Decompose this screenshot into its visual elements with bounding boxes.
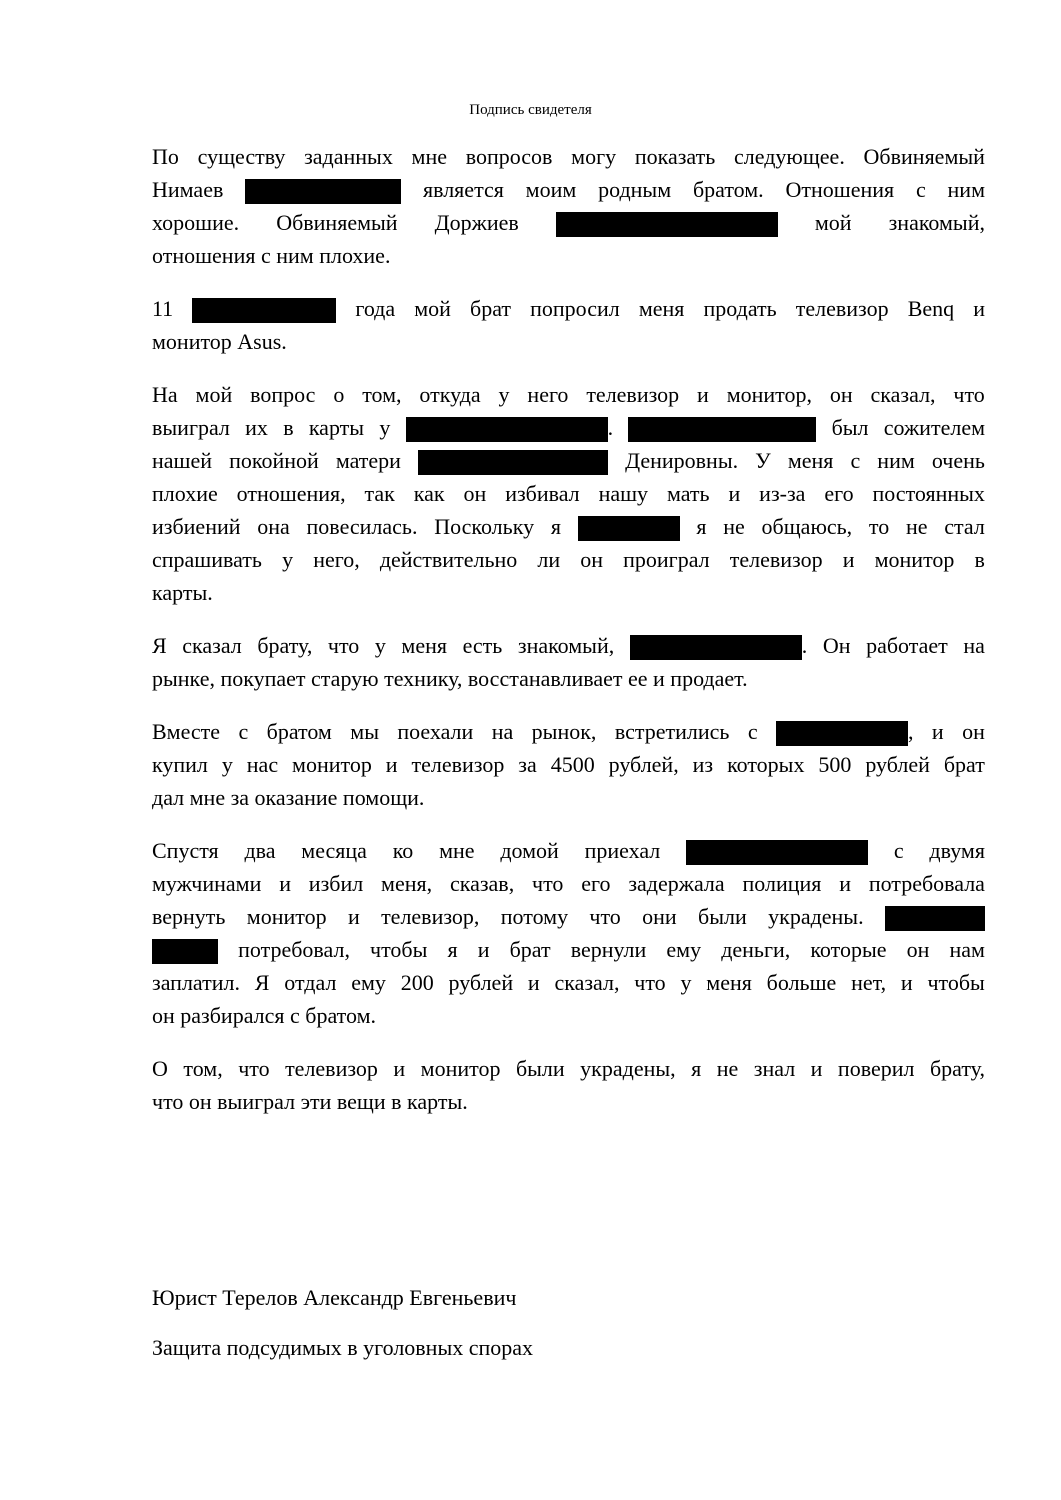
redaction-box (418, 450, 608, 475)
word: меня (638, 296, 685, 321)
word: ли (537, 547, 561, 572)
word: и (900, 970, 913, 995)
redacted-segment (418, 444, 608, 477)
redaction-box (245, 179, 401, 204)
word: и (931, 719, 944, 744)
punctuation: . (607, 415, 614, 440)
redaction-box (686, 840, 868, 865)
signature-name: Юрист Терелов Александр Евгеньевич (152, 1285, 517, 1310)
word: ему (666, 937, 702, 962)
word: у (498, 382, 510, 407)
word: на (491, 719, 514, 744)
redacted-segment (885, 900, 985, 933)
word: которых (727, 752, 805, 777)
paragraph (152, 715, 985, 814)
word: вопрос (250, 382, 316, 407)
word: меня (401, 633, 448, 658)
redacted-segment (245, 173, 401, 206)
word: рынке, покупает старую технику, восстанавливает ее и продает. (152, 666, 748, 691)
text-line (152, 781, 985, 814)
word: брат (509, 937, 551, 962)
word: телевизор, (381, 904, 480, 929)
word: монитор Asus. (152, 329, 287, 354)
word: купил (152, 752, 208, 777)
word: и (842, 547, 855, 572)
word: нам (949, 937, 985, 962)
word: монитор (246, 904, 327, 929)
text-line (152, 411, 985, 444)
text-line (152, 715, 985, 748)
word: монитор (420, 1056, 501, 1081)
word: избил (308, 871, 364, 896)
word: в (974, 547, 985, 572)
word: что (953, 382, 985, 407)
redacted-segment (578, 510, 680, 543)
word: него (527, 382, 569, 407)
paragraph-gap (152, 272, 985, 292)
word: нашу (598, 481, 649, 506)
redacted-segment (776, 715, 914, 748)
word: Поскольку (434, 514, 535, 539)
word: его (581, 871, 611, 896)
paragraph-gap (152, 609, 985, 629)
word: 500 (818, 752, 852, 777)
paragraph (152, 629, 985, 695)
word: повесилась. (306, 514, 418, 539)
word: У (755, 448, 771, 473)
word: Доржиев (434, 210, 519, 235)
word: и (810, 1056, 823, 1081)
redaction-box (885, 906, 985, 931)
word: мы (350, 719, 379, 744)
word: родным (598, 177, 672, 202)
word: что он выиграл эти вещи в карты. (152, 1089, 468, 1114)
word: меня (706, 970, 752, 995)
word: у (379, 415, 391, 440)
text-line (152, 1052, 985, 1085)
word: ним (947, 177, 985, 202)
word: продать (703, 296, 777, 321)
word: мой (414, 296, 451, 321)
text-line (152, 1085, 985, 1118)
word: есть (462, 633, 503, 658)
word: Benq (907, 296, 955, 321)
word: избивал (505, 481, 580, 506)
word: мой (814, 210, 852, 235)
word: монитор (874, 547, 955, 572)
word: у (221, 752, 233, 777)
word: Отношения (785, 177, 895, 202)
redacted-segment (152, 933, 218, 966)
word: вернули (570, 937, 647, 962)
word: Я (152, 633, 167, 658)
text-line (152, 206, 985, 239)
text-line (152, 933, 985, 966)
word: не (716, 1056, 739, 1081)
word: у (282, 547, 294, 572)
word: брату, (257, 633, 313, 658)
word: работает (866, 633, 948, 658)
word: не (723, 514, 745, 539)
word: в (283, 415, 294, 440)
word: сказал (182, 633, 242, 658)
text-line (152, 173, 985, 206)
redacted-segment (406, 411, 614, 444)
word: поверил (837, 1056, 915, 1081)
document-body (152, 140, 985, 1118)
text-line (152, 629, 985, 662)
word: телевизор (411, 752, 505, 777)
word: он (463, 481, 487, 506)
word: общаюсь, (761, 514, 853, 539)
text-line (152, 966, 985, 999)
word: и (385, 752, 398, 777)
word: из (692, 752, 714, 777)
word: потому (500, 904, 569, 929)
word: телевизор (285, 1056, 378, 1081)
word: О (152, 1056, 168, 1081)
word: Обвиняемый (276, 210, 398, 235)
word: очень (931, 448, 985, 473)
word: были (698, 904, 747, 929)
word: и (527, 970, 540, 995)
word: нас (246, 752, 279, 777)
redacted-segment (686, 834, 868, 867)
word: что (327, 633, 360, 658)
word: Я (254, 970, 270, 995)
word: с (915, 177, 926, 202)
redaction-box (152, 939, 218, 964)
word: как (413, 481, 445, 506)
word: 4500 (550, 752, 595, 777)
word: избиений (152, 514, 241, 539)
word: был (831, 415, 869, 440)
word: покойной (229, 448, 319, 473)
word: отношения, (236, 481, 346, 506)
word: следующее. (734, 144, 845, 169)
word: с (747, 719, 758, 744)
redaction-box (406, 417, 608, 442)
word: нет, (851, 970, 887, 995)
word: отношения с ним плохие. (152, 243, 391, 268)
word: он разбирался с братом. (152, 1003, 376, 1028)
word: она (257, 514, 290, 539)
word: мужчинами (152, 871, 262, 896)
paragraph-gap (152, 695, 985, 715)
word: и (839, 871, 851, 896)
word: чтобы (370, 937, 428, 962)
text-line (152, 239, 985, 272)
word: Обвиняемый (863, 144, 985, 169)
word: что (532, 871, 564, 896)
word: он (580, 547, 604, 572)
word: я (447, 937, 458, 962)
word: не (905, 514, 928, 539)
word: украдены, (580, 1056, 676, 1081)
word: него, (313, 547, 360, 572)
word: Нимаев (152, 177, 224, 202)
text-line (152, 999, 985, 1032)
word: рублей (865, 752, 930, 777)
word: их (245, 415, 268, 440)
word: братом (266, 719, 332, 744)
word: Вместе (152, 719, 221, 744)
word: 200 (400, 970, 434, 995)
text-line (152, 543, 985, 576)
word: я (550, 514, 561, 539)
word: том, (362, 382, 402, 407)
word: деньги, (721, 937, 791, 962)
word: телевизор (729, 547, 823, 572)
word: украдены. (768, 904, 864, 929)
text-line (152, 867, 985, 900)
word: плохие (152, 481, 218, 506)
word: и (393, 1056, 406, 1081)
text-line (152, 292, 985, 325)
redacted-segment (556, 206, 778, 239)
word: действительно (379, 547, 518, 572)
word: мой (195, 382, 233, 407)
word: его (824, 481, 854, 506)
word: что (634, 970, 666, 995)
word: я (696, 514, 707, 539)
word: что (238, 1056, 270, 1081)
word: заплатил. (152, 970, 240, 995)
word: монитор (292, 752, 372, 777)
word: на (963, 633, 985, 658)
text-line (152, 378, 985, 411)
word: ним (877, 448, 915, 473)
word: с (850, 448, 861, 473)
word: стал (944, 514, 985, 539)
word: двумя (929, 838, 985, 863)
page-header: Подпись свидетеля (469, 102, 592, 118)
word: то (868, 514, 890, 539)
word: вопросов (465, 144, 553, 169)
word: проиграл (623, 547, 710, 572)
word: хорошие. (152, 210, 240, 235)
word: и (697, 382, 709, 407)
word: является (422, 177, 504, 202)
redacted-segment (630, 629, 808, 662)
word: брат (470, 296, 512, 321)
paragraph-gap (152, 1032, 985, 1052)
word: постоянных (872, 481, 985, 506)
word: попросил (530, 296, 620, 321)
word: выиграл (152, 415, 230, 440)
paragraph (152, 1052, 985, 1118)
word: Спустя (152, 838, 219, 863)
word: больше (766, 970, 837, 995)
word: карты (308, 415, 365, 440)
word: и (347, 904, 360, 929)
word: сказав, (449, 871, 515, 896)
word: и (279, 871, 291, 896)
text-line (152, 444, 985, 477)
word: приехал (584, 838, 661, 863)
word: матери (335, 448, 401, 473)
word: у (374, 633, 386, 658)
word: знал (753, 1056, 796, 1081)
word: 11 (152, 296, 174, 321)
word: и (477, 937, 490, 962)
word: телевизор (586, 382, 680, 407)
word: сказал, (870, 382, 936, 407)
word: меня, (381, 871, 433, 896)
word: ко (392, 838, 414, 863)
word: нашей (152, 448, 213, 473)
word: сожителем (883, 415, 985, 440)
word: отдал (284, 970, 337, 995)
text-line (152, 510, 985, 543)
word: и (973, 296, 985, 321)
word: за (518, 752, 537, 777)
redaction-box (776, 721, 908, 746)
text-line (152, 477, 985, 510)
text-line (152, 576, 985, 609)
word: телевизор (795, 296, 889, 321)
word: встретились (614, 719, 730, 744)
word: показать (634, 144, 716, 169)
word: месяца (301, 838, 367, 863)
word: он (962, 719, 985, 744)
word: знакомый, (517, 633, 615, 658)
paragraph-gap (152, 814, 985, 834)
punctuation: . (801, 633, 808, 658)
word: у (680, 970, 692, 995)
paragraph (152, 834, 985, 1032)
word: рублей (448, 970, 514, 995)
word: существу (197, 144, 286, 169)
word: так (364, 481, 395, 506)
word: карты. (152, 580, 213, 605)
redaction-box (556, 212, 778, 237)
paragraph-gap (152, 358, 985, 378)
word: которые (810, 937, 887, 962)
word: были (515, 1056, 565, 1081)
paragraph (152, 378, 985, 609)
word: они (642, 904, 677, 929)
word: мне (439, 838, 475, 863)
word: Он (822, 633, 851, 658)
redacted-segment (628, 411, 816, 444)
word: дал мне за оказание помощи. (152, 785, 425, 810)
word: полиция (742, 871, 822, 896)
word: спрашивать (152, 547, 262, 572)
word: с (893, 838, 904, 863)
word: моим (525, 177, 577, 202)
word: домой (500, 838, 559, 863)
word: мать (666, 481, 710, 506)
word: Денировны. (625, 448, 739, 473)
redacted-segment (192, 292, 336, 325)
word: По (152, 144, 179, 169)
word: ему (351, 970, 386, 995)
word: два (244, 838, 276, 863)
word: из-за (759, 481, 806, 506)
word: года (355, 296, 396, 321)
word: задержала (628, 871, 725, 896)
word: что (589, 904, 621, 929)
word: с (238, 719, 249, 744)
word: братом. (692, 177, 764, 202)
text-line (152, 325, 985, 358)
word: том, (183, 1056, 223, 1081)
redaction-box (578, 516, 680, 541)
word: рынок, (531, 719, 597, 744)
redaction-box (192, 298, 336, 323)
text-line (152, 748, 985, 781)
word: сказал, (554, 970, 620, 995)
word: я (691, 1056, 702, 1081)
word: вернуть (152, 904, 226, 929)
word: потребовала (868, 871, 985, 896)
text-line (152, 900, 985, 933)
word: о (333, 382, 345, 407)
word: знакомый, (888, 210, 985, 235)
word: и (728, 481, 741, 506)
signature-title: Защита подсудимых в уголовных спорах (152, 1335, 534, 1360)
redaction-box (630, 635, 802, 660)
word: он (906, 937, 930, 962)
word: потребовал, (238, 937, 350, 962)
word: мне (411, 144, 448, 169)
text-line (152, 140, 985, 173)
word: поехали (397, 719, 474, 744)
punctuation: , (908, 719, 914, 744)
word: меня (787, 448, 834, 473)
word: чтобы (927, 970, 985, 995)
text-line (152, 662, 985, 695)
word: могу (571, 144, 617, 169)
word: брату, (929, 1056, 985, 1081)
paragraph (152, 140, 985, 272)
word: брат (943, 752, 985, 777)
word: монитор, (726, 382, 812, 407)
redaction-box (628, 417, 816, 442)
word: На (152, 382, 178, 407)
word: он (829, 382, 853, 407)
word: рублей, (608, 752, 679, 777)
word: заданных (304, 144, 393, 169)
word: откуда (419, 382, 481, 407)
paragraph (152, 292, 985, 358)
text-line (152, 834, 985, 867)
